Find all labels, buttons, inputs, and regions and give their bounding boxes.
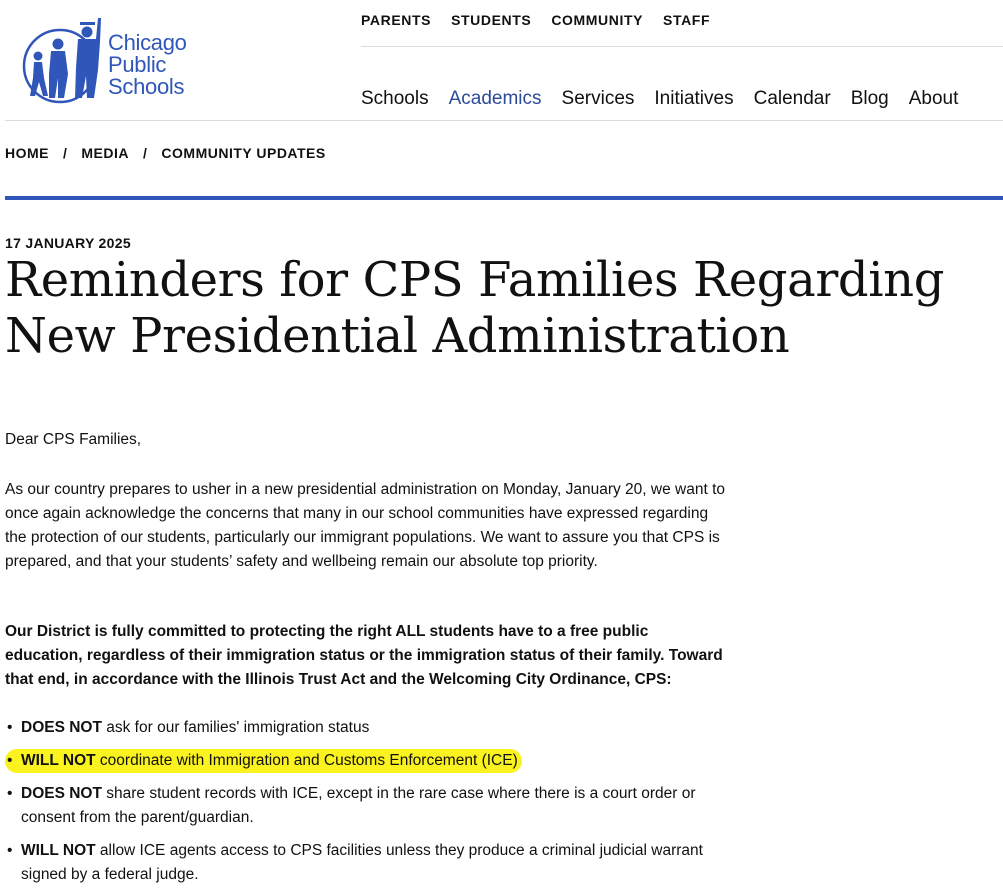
utility-nav-students[interactable]: STUDENTS — [451, 12, 532, 28]
main-nav-calendar[interactable]: Calendar — [753, 88, 831, 109]
main-nav-services[interactable]: Services — [561, 88, 635, 109]
logo-line-1: Chicago — [108, 30, 187, 55]
article-date: 17 JANUARY 2025 — [5, 235, 131, 251]
logo-line-2: Public — [108, 52, 167, 77]
utility-nav-community[interactable]: COMMUNITY — [551, 12, 644, 28]
list-item — [5, 782, 725, 830]
list-item-text: coordinate with Immigration and Customs Enforcement (ICE) — [95, 752, 518, 769]
main-nav — [361, 88, 958, 110]
list-item-emphasis: DOES NOT — [21, 719, 102, 736]
list-item-emphasis: WILL NOT — [21, 752, 96, 769]
breadcrumb-separator: / — [143, 145, 148, 161]
article-intro-paragraph: As our country prepares to usher in a new presidential administration on Monday, January 20, we want to once again acknowledge the concerns that many in our school communities have expressed regarding the protection of our students, particularly our immigrant populations. We want to assure you that CPS is prepared, and that your students’ safety and wellbeing remain our absolute top priority. — [5, 481, 725, 570]
cps-logo-wordmark — [108, 32, 187, 98]
list-item — [5, 839, 725, 887]
main-nav-academics[interactable]: Academics — [448, 88, 542, 109]
article-greeting: Dear CPS Families, — [5, 431, 142, 448]
list-item-highlighted — [5, 749, 522, 773]
breadcrumb-separator: / — [63, 145, 68, 161]
utility-nav-parents[interactable]: PARENTS — [361, 12, 432, 28]
breadcrumb-media[interactable]: MEDIA — [81, 145, 130, 161]
breadcrumb-home[interactable]: HOME — [5, 145, 49, 161]
main-nav-about[interactable]: About — [908, 88, 959, 109]
main-nav-initiatives[interactable]: Initiatives — [654, 88, 734, 109]
list-item-emphasis: DOES NOT — [21, 785, 102, 802]
article-title: Reminders for CPS Families Regarding New Presidential Administration — [5, 252, 945, 364]
utility-nav — [361, 12, 710, 28]
list-item-text: share student records with ICE, except in the rare case where there is a court order or consent from the parent/guardian. — [21, 785, 696, 826]
logo-line-3: Schools — [108, 74, 185, 99]
breadcrumb — [5, 145, 326, 161]
list-item — [5, 716, 725, 740]
utility-nav-staff[interactable]: STAFF — [663, 12, 711, 28]
list-item-text: ask for our families' immigration status — [101, 719, 370, 736]
main-nav-schools[interactable]: Schools — [361, 88, 429, 109]
commitment-list — [5, 716, 725, 896]
nav-divider — [5, 120, 1003, 121]
header-divider — [361, 46, 1003, 47]
main-nav-blog[interactable]: Blog — [850, 88, 889, 109]
breadcrumb-community-updates[interactable]: COMMUNITY UPDATES — [161, 145, 326, 161]
list-item-emphasis: WILL NOT — [21, 842, 96, 859]
accent-bar — [5, 196, 1003, 200]
article-commitment-paragraph: Our District is fully committed to protecting the right ALL students have to a free public education, regardless of their immigration status or the immigration status of their family. Toward that end, in accordance with the Illinois Trust Act and the Welcoming City Ordinance, CPS: — [5, 623, 723, 688]
list-item-text: allow ICE agents access to CPS facilities unless they produce a criminal judicial warrant signed by a federal judge. — [21, 842, 703, 883]
